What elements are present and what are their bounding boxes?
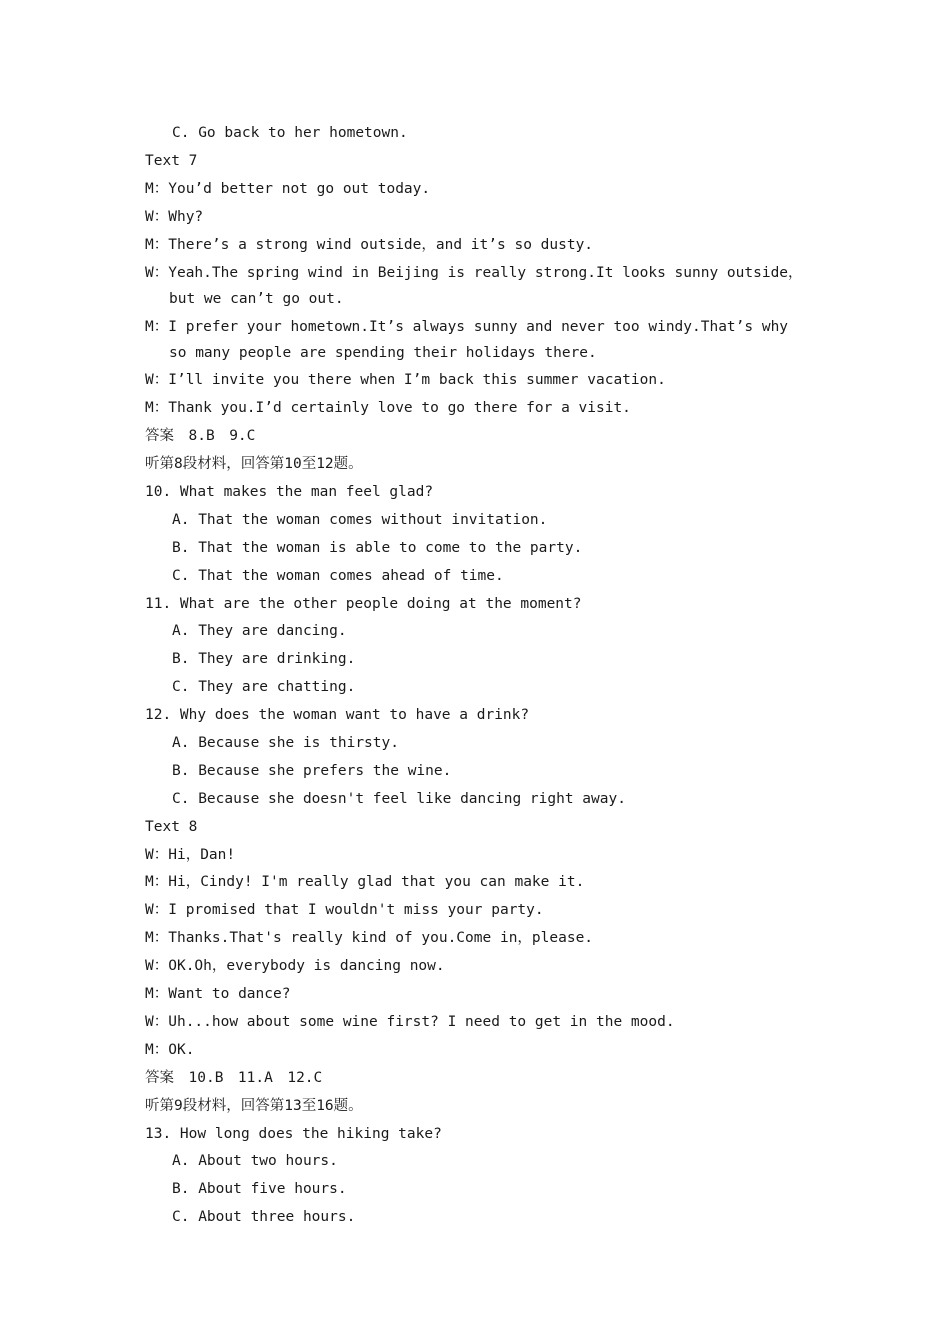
dialogue-line: M：There’s a strong wind outside，and it’s so dusty. (145, 236, 594, 253)
option-c: C. Go back to her hometown. (172, 125, 408, 141)
dialogue-line: M：Thank you.I’d certainly love to go there for a visit. (145, 400, 631, 417)
section-instruction: 听第8段材料，回答第10至12题。 (145, 456, 363, 473)
dialogue-line: M：Hi，Cindy! I'm really glad that you can make it. (145, 874, 585, 891)
section-heading-text-7: Text 7 (145, 152, 198, 169)
option-c: C. They are chatting. (172, 679, 356, 696)
section-heading-text-8: Text 8 (145, 818, 198, 835)
option-c: C. Because she doesn't feel like dancing right away. (172, 790, 626, 807)
dialogue-line: W：I’ll invite you there when I’m back this summer vacation. (145, 372, 666, 389)
question-12: 12. Why does the woman want to have a drink? (145, 707, 530, 724)
option-a: A. Because she is thirsty. (172, 735, 399, 752)
question-13: 13. How long does the hiking take? (145, 1125, 442, 1142)
question-10: 10. What makes the man feel glad? (145, 484, 434, 501)
question-11: 11. What are the other people doing at the moment? (145, 595, 582, 612)
option-a: A. That the woman comes without invitation. (172, 511, 548, 528)
option-b: B. Because she prefers the wine. (172, 762, 452, 779)
option-b: B. That the woman is able to come to the party. (172, 539, 583, 556)
dialogue-line: M：OK. (145, 1041, 195, 1058)
dialogue-line: M：Thanks.That's really kind of you.Come in，please. (145, 930, 594, 947)
option-c: C. That the woman comes ahead of time. (172, 567, 504, 584)
dialogue-line: W：Uh...how about some wine first? I need to get in the mood. (145, 1013, 675, 1030)
dialogue-line: W：I promised that I wouldn't miss your party. (145, 902, 544, 919)
option-a: A. They are dancing. (172, 623, 347, 640)
dialogue-line: W：Why? (145, 208, 204, 225)
dialogue-line: M：I prefer your hometown.It’s always sunny and never too windy.That’s why so many people are spending their holidays there. (145, 319, 789, 362)
option-a: A. About two hours. (172, 1153, 338, 1170)
option-b: B. They are drinking. (172, 651, 356, 668)
answer-key: 答案 10.B 11.A 12.C (145, 1069, 323, 1086)
option-c: C. About three hours. (172, 1209, 356, 1226)
option-b: B. About five hours. (172, 1181, 347, 1198)
dialogue-line: W：Hi，Dan! (145, 846, 236, 863)
answer-key: 答案 8.B 9.C (145, 428, 256, 445)
dialogue-line: M：Want to dance? (145, 986, 291, 1003)
dialogue-line: W：OK.Oh，everybody is dancing now. (145, 958, 445, 975)
dialogue-line: W：Yeah.The spring wind in Beijing is really strong.It looks sunny outside，but we can’t go out. (145, 265, 803, 308)
document-body (145, 120, 810, 1232)
dialogue-line: M：You’d better not go out today. (145, 180, 431, 197)
section-instruction: 听第9段材料，回答第13至16题。 (145, 1097, 363, 1114)
